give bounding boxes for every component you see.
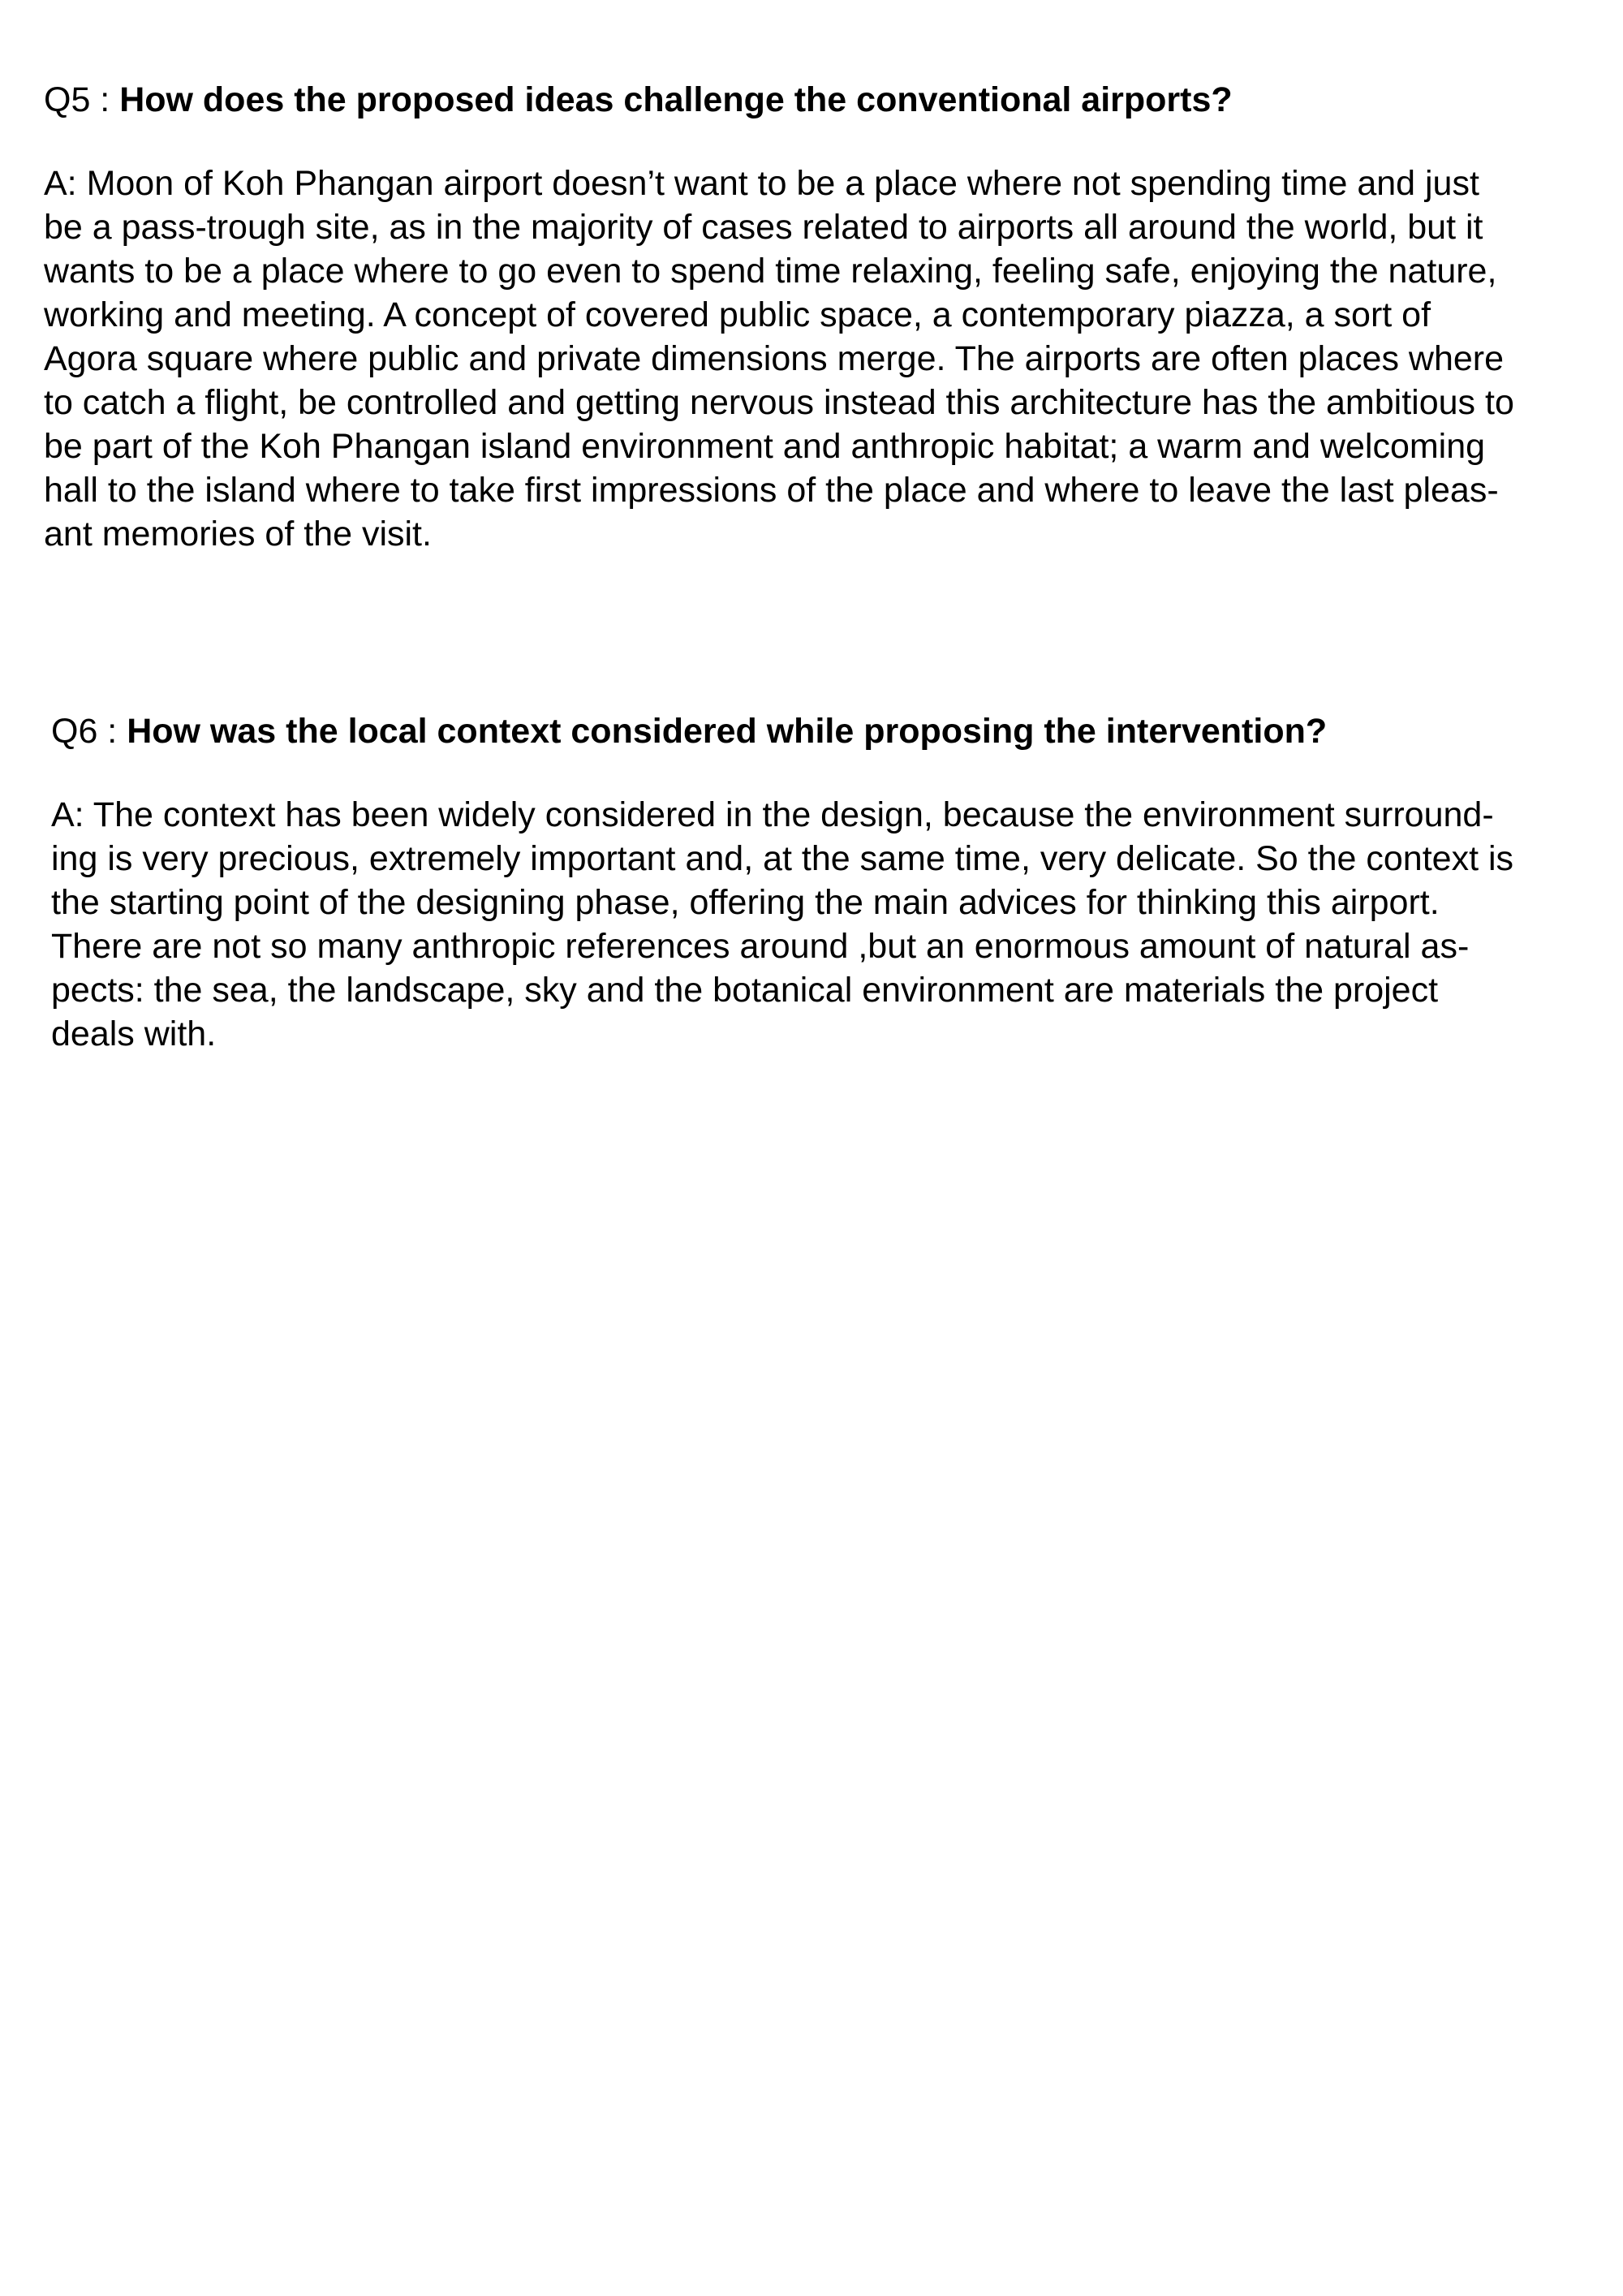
question-text: How was the local context considered while proposing the intervention? (127, 712, 1328, 751)
answer-q6 (51, 793, 1623, 1056)
answer-line: the starting point of the designing phase, offering the main advices for thinking this airport. (51, 883, 1440, 922)
answer-line: working and meeting. A concept of covered public space, a contemporary piazza, a sort of (44, 295, 1431, 334)
answer-q5 (44, 162, 1623, 556)
qa-section-q5 (44, 77, 1623, 556)
answer-line: be a pass-trough site, as in the majority of cases related to airports all around the world, but it (44, 208, 1483, 247)
answer-line: deals with. (51, 1014, 217, 1053)
answer-line: A: Moon of Koh Phangan airport doesn’t want to be a place where not spending time and just (44, 164, 1479, 203)
question-number: Q5 : (44, 80, 120, 119)
answer-line: There are not so many anthropic references around ,but an enormous amount of natural as- (51, 927, 1470, 966)
qa-section-q6 (51, 709, 1623, 1056)
answer-line: ant memories of the visit. (44, 515, 432, 554)
answer-line: A: The context has been widely considered in the design, because the environment surround- (51, 795, 1494, 834)
answer-line: to catch a flight, be controlled and getting nervous instead this architecture has the ambitious to (44, 383, 1514, 422)
question-text: How does the proposed ideas challenge the conventional airports? (119, 80, 1233, 119)
answer-line: ing is very precious, extremely important and, at the same time, very delicate. So the context is (51, 839, 1514, 878)
answer-line: hall to the island where to take first impressions of the place and where to leave the last pleas- (44, 471, 1499, 510)
question-q6 (51, 709, 1623, 754)
question-number: Q6 : (51, 712, 127, 751)
question-q5 (44, 77, 1623, 123)
answer-line: wants to be a place where to go even to spend time relaxing, feeling safe, enjoying the nature, (44, 252, 1497, 291)
answer-line: be part of the Koh Phangan island environment and anthropic habitat; a warm and welcoming (44, 427, 1486, 466)
answer-line: pects: the sea, the landscape, sky and the botanical environment are materials the project (51, 971, 1439, 1010)
answer-line: Agora square where public and private dimensions merge. The airports are often places where (44, 339, 1505, 378)
